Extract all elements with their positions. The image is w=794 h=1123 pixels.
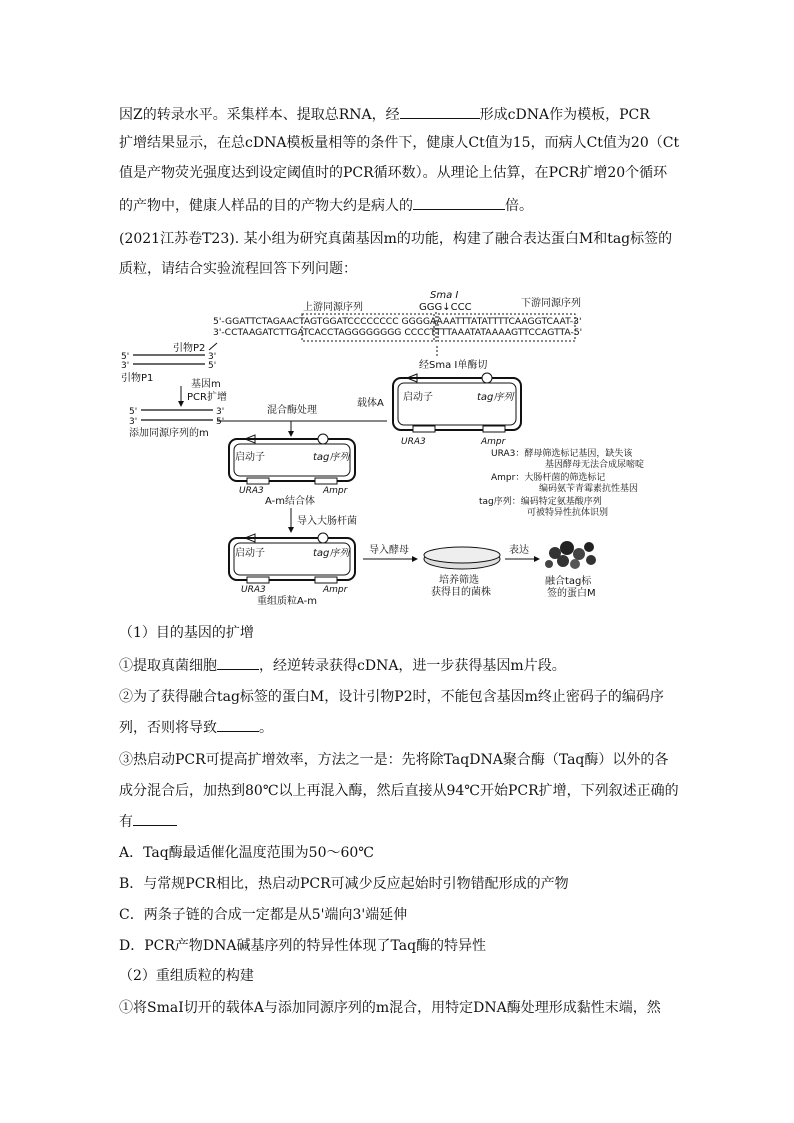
- text-line: 成分混合后，加热到80℃以上再混入酶，然后直接从94℃开始PCR扩增，下列叙述正确的: [119, 783, 679, 799]
- text-line: 值是产物荧光强度达到设定阈值时的PCR循环数）。从理论上估算，在PCR扩增20个循环: [119, 165, 668, 181]
- upstream-label: 上游同源序列: [303, 302, 363, 313]
- svg-text:Ampr: Ampr: [323, 486, 348, 496]
- svg-text:URA3: URA3: [239, 486, 264, 496]
- section-title: （1）目的基因的扩增: [119, 625, 254, 641]
- into-ecoli-label: 导入大肠杆菌: [297, 516, 357, 527]
- svg-text:3': 3': [216, 407, 225, 417]
- vector-a-plasmid: [393, 378, 521, 430]
- option-d: D．PCR产物DNA碱基序列的特异性体现了Taq酶的特异性: [119, 938, 487, 954]
- svg-text:培养筛选: 培养筛选: [439, 575, 479, 586]
- protein-cluster-icon: [545, 541, 596, 569]
- svg-text:签的蛋白M: 签的蛋白M: [547, 588, 596, 599]
- answer-blank[interactable]: [400, 104, 480, 119]
- svg-text:5': 5': [216, 417, 225, 427]
- svg-text:tag序列：编码特定氨基酸序列: tag序列：编码特定氨基酸序列: [479, 497, 602, 507]
- gene-m-label: 基因m: [191, 379, 221, 390]
- recombinant-label: 重组质粒A-m: [257, 596, 317, 607]
- svg-text:3': 3': [129, 417, 138, 427]
- experiment-flow-diagram: [117, 288, 677, 608]
- svg-text:5': 5': [208, 361, 217, 371]
- m-with-homology-label: 添加同源序列的m: [129, 428, 209, 439]
- svg-text:启动子: 启动子: [403, 392, 433, 403]
- sma-label: Sma Ⅰ: [430, 290, 459, 301]
- svg-text:URA3：酵母筛选标记基因，缺失该: URA3：酵母筛选标记基因，缺失该: [491, 449, 633, 459]
- text-line: 列，否则将导致 。: [119, 717, 273, 738]
- text-line: 有: [119, 811, 177, 832]
- answer-blank[interactable]: [217, 717, 259, 732]
- svg-text:URA3: URA3: [401, 437, 426, 447]
- svg-text:5': 5': [121, 352, 130, 362]
- legend: [479, 447, 644, 518]
- answer-blank[interactable]: [217, 655, 259, 670]
- svg-text:可被特异性抗体识别: 可被特异性抗体识别: [527, 508, 609, 518]
- svg-text:Ampr：大肠杆菌的筛选标记: Ampr：大肠杆菌的筛选标记: [491, 473, 606, 483]
- text-line: 因Z的转录水平。采集样本、提取总RNA，经 形成cDNA作为模板，PCR: [119, 104, 650, 125]
- svg-text:融合tag标: 融合tag标: [545, 576, 592, 587]
- primer-p1-label: 引物P1: [121, 373, 154, 384]
- option-b: B．与常规PCR相比，热启动PCR可减少反应起始时引物错配形成的产物: [119, 876, 569, 892]
- svg-text:tag序列: tag序列: [313, 548, 350, 559]
- text-line: 质粒，请结合实验流程回答下列问题：: [119, 261, 357, 277]
- svg-text:基因酵母无法合成尿嘧啶: 基因酵母无法合成尿嘧啶: [545, 460, 645, 470]
- express-label: 表达: [509, 545, 529, 556]
- section-title: （2）重组质粒的构建: [119, 968, 254, 984]
- svg-text:5': 5': [129, 407, 138, 417]
- text-line: 扩增结果显示，在总cDNA模板量相等的条件下，健康人Ct值为15，而病人Ct值为20（Ct: [119, 135, 680, 151]
- text-line: ②为了获得融合tag标签的蛋白M，设计引物P2时，不能包含基因m终止密码子的编码序: [119, 689, 664, 705]
- primer-p2-label: 引物P2: [173, 343, 206, 354]
- recombinant-plasmid: [229, 538, 355, 580]
- ggg-ccc-label: GGG↓CCC: [419, 302, 472, 313]
- answer-blank[interactable]: [413, 195, 505, 210]
- svg-text:Ampr: Ampr: [481, 437, 506, 447]
- into-yeast-label: 导入酵母: [369, 545, 409, 556]
- text-line: ③热启动PCR可提高扩增效率，方法之一是：先将除TaqDNA聚合酶（Taq酶）以外的各: [119, 752, 669, 768]
- tag-circle-icon: [482, 373, 492, 383]
- option-c: C．两条子链的合成一定都是从5'端向3'端延伸: [119, 907, 408, 923]
- answer-blank[interactable]: [133, 811, 177, 826]
- svg-text:tag序列: tag序列: [477, 392, 514, 403]
- svg-text:URA3: URA3: [241, 585, 266, 595]
- svg-text:3': 3': [121, 361, 130, 371]
- svg-text:编码氨苄青霉素抗性基因: 编码氨苄青霉素抗性基因: [539, 484, 639, 494]
- text-line: ①将SmaⅠ切开的载体A与添加同源序列的m混合，用特定DNA酶处理形成黏性末端，然: [119, 1000, 661, 1016]
- svg-text:Ampr: Ampr: [323, 585, 348, 595]
- svg-text:tag序列: tag序列: [313, 452, 350, 463]
- mix-enzyme-label: 混合酶处理: [267, 405, 317, 416]
- sequence-top: 5'-GGATTCTAGAACTAGTGGATCCCCCCCC GGGGAAAATTTATATTTTCAAGGTCAAT-3': [213, 316, 582, 327]
- downstream-label: 下游同源序列: [521, 298, 581, 309]
- am-complex-label: A-m结合体: [265, 496, 315, 507]
- option-a: A．Taq酶最适催化温度范围为50～60℃: [119, 845, 374, 861]
- question-intro: (2021江苏卷T23). 某小组为研究真菌基因m的功能，构建了融合表达蛋白M和tag标签的: [119, 231, 673, 247]
- vector-a-label: 载体A: [357, 398, 384, 409]
- svg-text:启动子: 启动子: [235, 452, 265, 463]
- svg-text:获得目的菌株: 获得目的菌株: [431, 587, 491, 598]
- pcr-label: PCR扩增: [187, 392, 227, 403]
- sma-cut-label: 经Sma Ⅰ单酶切: [419, 360, 488, 371]
- svg-text:3': 3': [208, 352, 217, 362]
- svg-text:启动子: 启动子: [235, 548, 265, 559]
- text-line: ①提取真菌细胞 ，经逆转录获得cDNA，进一步获得基因m片段。: [119, 655, 566, 676]
- sequence-bottom: 3'-CCTAAGATCTTGATCACCTAGGGGGGGG CCCCTTTTAAATATAAAAGTTCCAGTTA-5': [213, 327, 583, 338]
- text-line: 的产物中，健康人样品的目的产物大约是病人的 倍。: [119, 195, 533, 216]
